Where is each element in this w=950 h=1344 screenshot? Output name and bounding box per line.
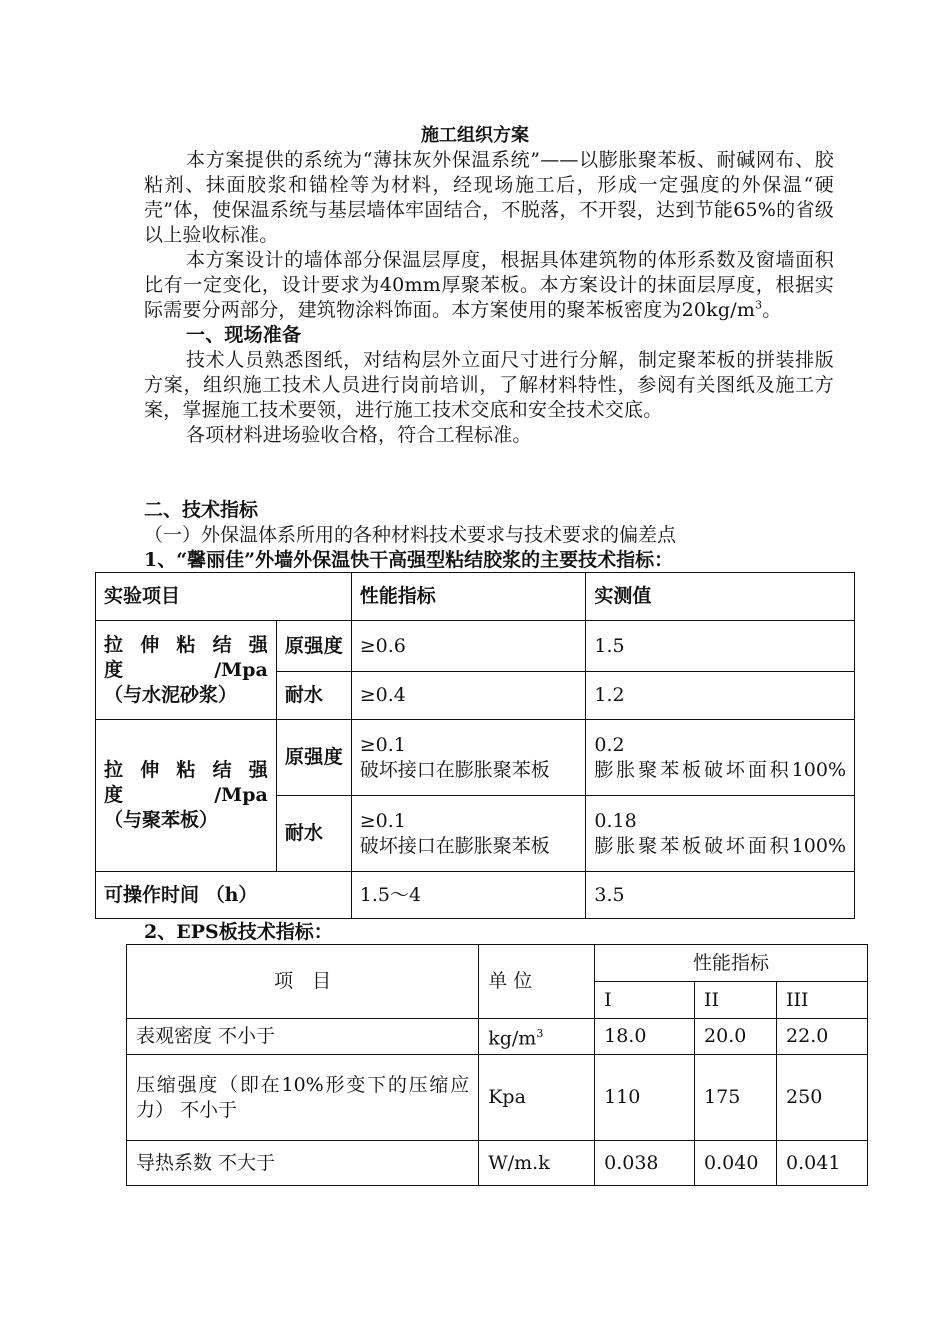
spec-cell — [351, 796, 586, 872]
operable-time-label: 可操作时间 （h） — [96, 872, 352, 919]
condition-cell: 耐水 — [276, 672, 351, 720]
intro-paragraph-2 — [144, 248, 834, 323]
value-cell: 110 — [595, 1055, 695, 1141]
table-row — [96, 872, 855, 919]
condition-cell: 原强度 — [276, 621, 351, 672]
value-cell: 0.041 — [777, 1141, 868, 1186]
table-2-caption: 2、EPS板技术指标： — [144, 921, 333, 943]
table-row — [96, 621, 855, 672]
measured-cell: 1.2 — [586, 672, 855, 720]
table-row — [127, 1019, 868, 1055]
header-grade-2: II — [695, 982, 777, 1019]
measured-note: 膨胀聚苯板破坏面积100% — [594, 758, 846, 781]
intro-paragraph-1: 本方案提供的系统为“薄抹灰外保温系统”——以膨胀聚苯板、耐碱网布、胶粘剂、抹面胶浆和锚栓等为材料，经现场施工后，形成一定强度的外保温“硬壳”体，使保温系统与基层墙体牢固结合，不脱落，不开裂，达到节能65%的省级以上验收标准。 — [144, 149, 834, 246]
value-cell: 0.040 — [695, 1141, 777, 1186]
table-row — [96, 720, 855, 796]
condition-cell: 原强度 — [276, 720, 351, 796]
header-unit: 单 位 — [479, 945, 595, 1019]
value-cell: 0.038 — [595, 1141, 695, 1186]
item-cell: 表观密度 不小于 — [127, 1019, 479, 1055]
header-grade-3: III — [777, 982, 868, 1019]
header-spec: 性能指标 — [351, 573, 586, 621]
unit-cell: Kpa — [479, 1055, 595, 1141]
spec-cell — [351, 720, 586, 796]
value-cell: 18.0 — [595, 1019, 695, 1055]
table-row — [127, 1055, 868, 1141]
group-label-main: 拉伸粘结强度/Mpa — [104, 633, 268, 681]
table-header-row — [127, 945, 868, 982]
section-1-heading: 一、现场准备 — [186, 324, 302, 346]
item-cell: 压缩强度（即在10%形变下的压缩应力） 不小于 — [127, 1055, 479, 1141]
document-title: 施工组织方案 — [421, 125, 529, 146]
measured-cell: 1.5 — [586, 621, 855, 672]
group-label-sub: （与聚苯板） — [104, 809, 219, 831]
item-cell: 导热系数 不大于 — [127, 1141, 479, 1186]
adhesive-spec-table — [95, 572, 855, 919]
measured-cell — [586, 796, 855, 872]
table-header-row — [96, 573, 855, 621]
header-item: 项 目 — [127, 945, 479, 1019]
unit-cell: W/m.k — [479, 1141, 595, 1186]
intro-paragraph-2-end: 。 — [762, 299, 782, 321]
group-label-sub: （与水泥砂浆） — [104, 683, 238, 706]
value-cell: 175 — [695, 1055, 777, 1141]
measured-cell — [586, 720, 855, 796]
group-label-main: 拉伸粘结强度/Mpa — [104, 759, 268, 806]
intro-section — [144, 148, 834, 448]
measured-value: 0.18 — [594, 809, 637, 832]
header-spec: 性能指标 — [595, 945, 868, 982]
superscript: 3 — [536, 1027, 544, 1041]
value-cell: 22.0 — [777, 1019, 868, 1055]
spec-note: 破坏接口在膨胀聚苯板 — [359, 758, 550, 781]
row-group-label — [96, 720, 277, 872]
value-cell: 250 — [777, 1055, 868, 1141]
section-1-paragraph-1: 技术人员熟悉图纸，对结构层外立面尺寸进行分解，制定聚苯板的拼装排版方案，组织施工技术人员进行岗前培训，了解材料特性，参阅有关图纸及施工方案，掌握施工技术要领，进行施工技术交底和安全技术交底。 — [144, 349, 834, 421]
header-measured: 实测值 — [586, 573, 855, 621]
measured-note: 膨胀聚苯板破坏面积100% — [594, 834, 846, 857]
eps-board-spec-table — [126, 944, 868, 1186]
unit-text: kg/m — [488, 1027, 537, 1050]
header-grade-1: I — [595, 982, 695, 1019]
section-2-heading: 二、技术指标 — [144, 499, 259, 521]
superscript: 3 — [755, 298, 763, 312]
section-1-paragraph-2: 各项材料进场验收合格，符合工程标准。 — [186, 424, 532, 446]
unit-cell — [479, 1019, 595, 1055]
spec-note: 破坏接口在膨胀聚苯板 — [359, 834, 550, 857]
table-row — [127, 1141, 868, 1186]
table-1-caption: 1、“馨丽佳”外墙外保温快干高强型粘结胶浆的主要技术指标： — [144, 549, 674, 571]
section-2-sub-heading: （一）外保温体系所用的各种材料技术要求与技术要求的偏差点 — [144, 524, 677, 546]
measured-cell: 3.5 — [586, 872, 855, 919]
spec-value: ≥0.1 — [359, 809, 406, 832]
value-cell: 20.0 — [695, 1019, 777, 1055]
spec-cell: ≥0.6 — [351, 621, 586, 672]
measured-value: 0.2 — [594, 733, 625, 756]
spec-value: ≥0.1 — [359, 733, 406, 756]
spec-cell: 1.5～4 — [351, 872, 586, 919]
header-test-item: 实验项目 — [96, 573, 352, 621]
intro-paragraph-2-text: 本方案设计的墙体部分保温层厚度，根据具体建筑物的体形系数及窗墙面积比有一定变化，设计要求为40mm厚聚苯板。本方案设计的抹面层厚度，根据实际需要分两部分，建筑物涂料饰面。本方案使用的聚苯板密度为20kg/m — [144, 249, 834, 321]
spec-cell: ≥0.4 — [351, 672, 586, 720]
condition-cell: 耐水 — [276, 796, 351, 872]
row-group-label — [96, 621, 277, 720]
